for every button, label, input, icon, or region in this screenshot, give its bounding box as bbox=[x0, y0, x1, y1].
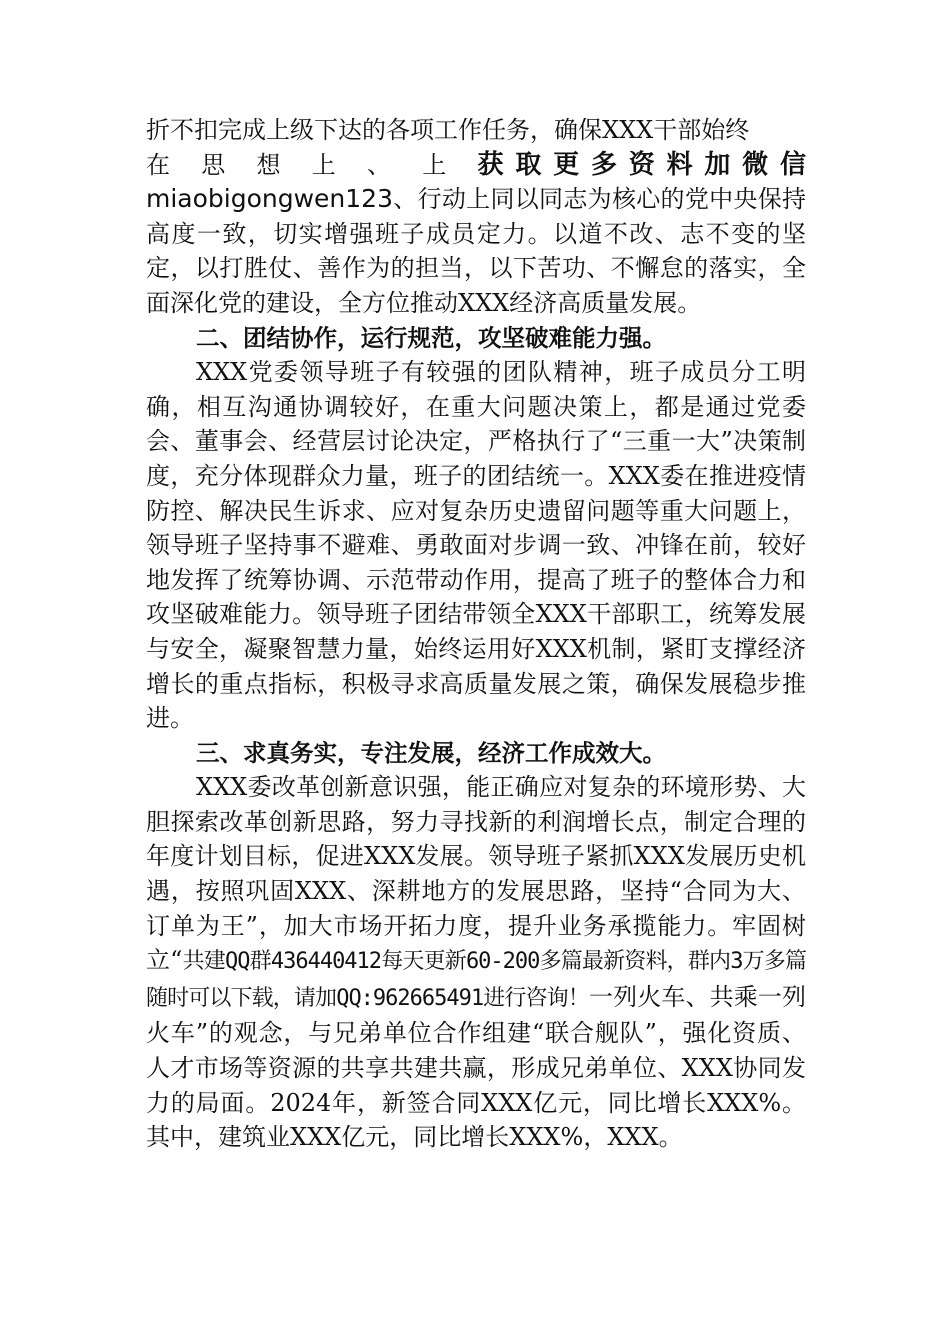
paragraph-1-line-2-start: 在 思 想 上 、 上 bbox=[146, 150, 459, 179]
section-heading-2: 二、团结协作，运行规范，攻坚破难能力强。 bbox=[196, 323, 666, 352]
paragraph-1-rest: 、行动上同以同志为核心的党中央保持高度一致，切实增强班子成员定力。以道不改、志不变的坚定，以打胜仗、善作为的担当，以下苦功、不懈怠的落实，全面深化党的建设，全方位推动XXX经济高质量发展。 bbox=[146, 185, 806, 317]
paragraph-3 bbox=[146, 770, 806, 1155]
qq-group-ad: 共建QQ群436440412每天更新60-200多篇最新资料，群内3万多篇随时可以下载，请加QQ:962665491进行咨询！ bbox=[146, 949, 806, 1011]
paragraph-2: XXX党委领导班子有较强的团队精神，班子成员分工明确，相互沟通协调较好，在重大问题决策上，都是通过党委会、董事会、经营层讨论决定，严格执行了“三重一大”决策制度，充分体现群众力量，班子的团结统一。XXX委在推进疫情防控、解决民生诉求、应对复杂历史遗留问题等重大问题上，领导班子坚持事不避难、勇敢面对步调一致、冲锋在前，较好地发挥了统筹协调、示范带动作用，提高了班子的整体合力和攻坚破难能力。领导班子团结带领全XXX干部职工，统筹发展与安全，凝聚智慧力量，始终运用好XXX机制，紧盯支撑经济增长的重点指标，积极寻求高质量发展之策，确保发展稳步推进。 bbox=[146, 358, 806, 733]
paragraph-1 bbox=[146, 113, 806, 321]
wechat-ad-text: 获取更多资料加微信 bbox=[477, 149, 806, 180]
section-heading-3: 三、求真务实，专注发展，经济工作成效大。 bbox=[196, 738, 666, 767]
paragraph-3-part-2: 一列火车、共乘一列火车”的观念，与兄弟单位合作组建“联合舰队”，强化资质、人才市场等资源的共享共建共赢，形成兄弟单位、XXX协同发力的局面。2024年，新签合同XXX亿元，同比增长XXX%。其中，建筑业XXX亿元，同比增长XXX%，XXX。 bbox=[146, 982, 806, 1152]
wechat-ad-id: miaobigongwen123 bbox=[146, 184, 393, 214]
paragraph-3-part-1: XXX委改革创新意识强，能正确应对复杂的环境形势、大胆探索改革创新思路，努力寻找新的利润增长点，制定合理的年度计划目标，促进XXX发展。领导班子紧抓XXX发展历史机遇，按照巩固XXX、深耕地方的发展思路，坚持“合同为大、订单为王”，加大市场开拓力度，提升业务承揽能力。牢固树立“ bbox=[146, 773, 806, 975]
paragraph-1-line-2 bbox=[146, 148, 806, 183]
paragraph-1-line-1: 折不扣完成上级下达的各项工作任务，确保XXX干部始终 bbox=[146, 116, 750, 144]
document-page bbox=[146, 113, 806, 1155]
